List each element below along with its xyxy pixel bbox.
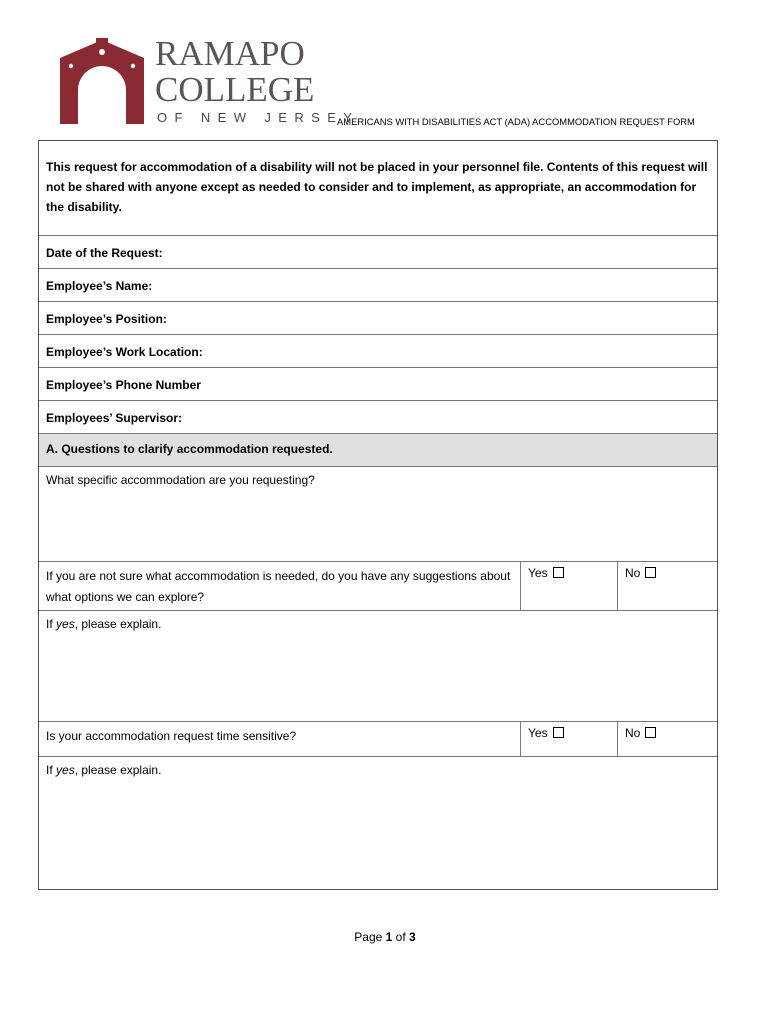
confidentiality-notice: This request for accommodation of a disability will not be placed in your personnel file. Contents of this request will not be shared with anyone except as needed to consider and to implement, as appropriate, an accommodation for the disability. xyxy=(39,141,717,236)
supervisor-field[interactable]: Employees’ Supervisor: xyxy=(39,401,717,434)
suggestions-explain-answer[interactable] xyxy=(39,611,717,722)
time-sensitive-question-row xyxy=(39,722,717,757)
section-a-heading: A. Questions to clarify accommodation requested. xyxy=(39,434,717,467)
work-location-field[interactable]: Employee’s Work Location: xyxy=(39,335,717,368)
no-checkbox[interactable] xyxy=(645,567,656,578)
phone-number-field[interactable]: Employee’s Phone Number xyxy=(39,368,717,401)
suggestions-yes-option[interactable] xyxy=(521,562,618,610)
time-sensitive-yes-option[interactable] xyxy=(521,722,618,756)
time-sensitive-question: Is your accommodation request time sensitive? xyxy=(39,722,521,756)
suggestions-question: If you are not sure what accommodation is needed, do you have any suggestions about what options we can explore? xyxy=(39,562,521,610)
page-number: Page 1 of 3 xyxy=(354,930,416,944)
suggestions-question-row xyxy=(39,562,717,611)
arch-logo-icon xyxy=(60,38,144,124)
no-checkbox[interactable] xyxy=(645,727,656,738)
yes-label: Yes xyxy=(528,726,548,740)
yes-checkbox[interactable] xyxy=(553,567,564,578)
explain-label: If yes, please explain. xyxy=(46,763,162,777)
logo-line-2: COLLEGE xyxy=(155,70,315,109)
yes-checkbox[interactable] xyxy=(553,727,564,738)
explain-label: If yes, please explain. xyxy=(46,617,162,631)
employee-name-field[interactable]: Employee’s Name: xyxy=(39,269,717,302)
form-title: AMERICANS WITH DISABILITIES ACT (ADA) ACCOMMODATION REQUEST FORM xyxy=(337,116,695,127)
yes-label: Yes xyxy=(528,566,548,580)
time-sensitive-explain-answer[interactable] xyxy=(39,757,717,889)
suggestions-no-option[interactable] xyxy=(618,562,718,610)
logo-line-1: RAMAPO xyxy=(155,34,305,73)
no-label: No xyxy=(625,566,641,580)
no-label: No xyxy=(625,726,641,740)
time-sensitive-no-option[interactable] xyxy=(618,722,718,756)
date-of-request-field[interactable]: Date of the Request: xyxy=(39,236,717,269)
specific-accommodation-answer[interactable] xyxy=(39,467,717,562)
employee-position-field[interactable]: Employee’s Position: xyxy=(39,302,717,335)
college-logo xyxy=(60,34,360,128)
question-label: What specific accommodation are you requesting? xyxy=(46,473,315,487)
logo-subtitle: OF NEW JERSEY xyxy=(157,110,360,125)
request-form xyxy=(38,140,718,890)
